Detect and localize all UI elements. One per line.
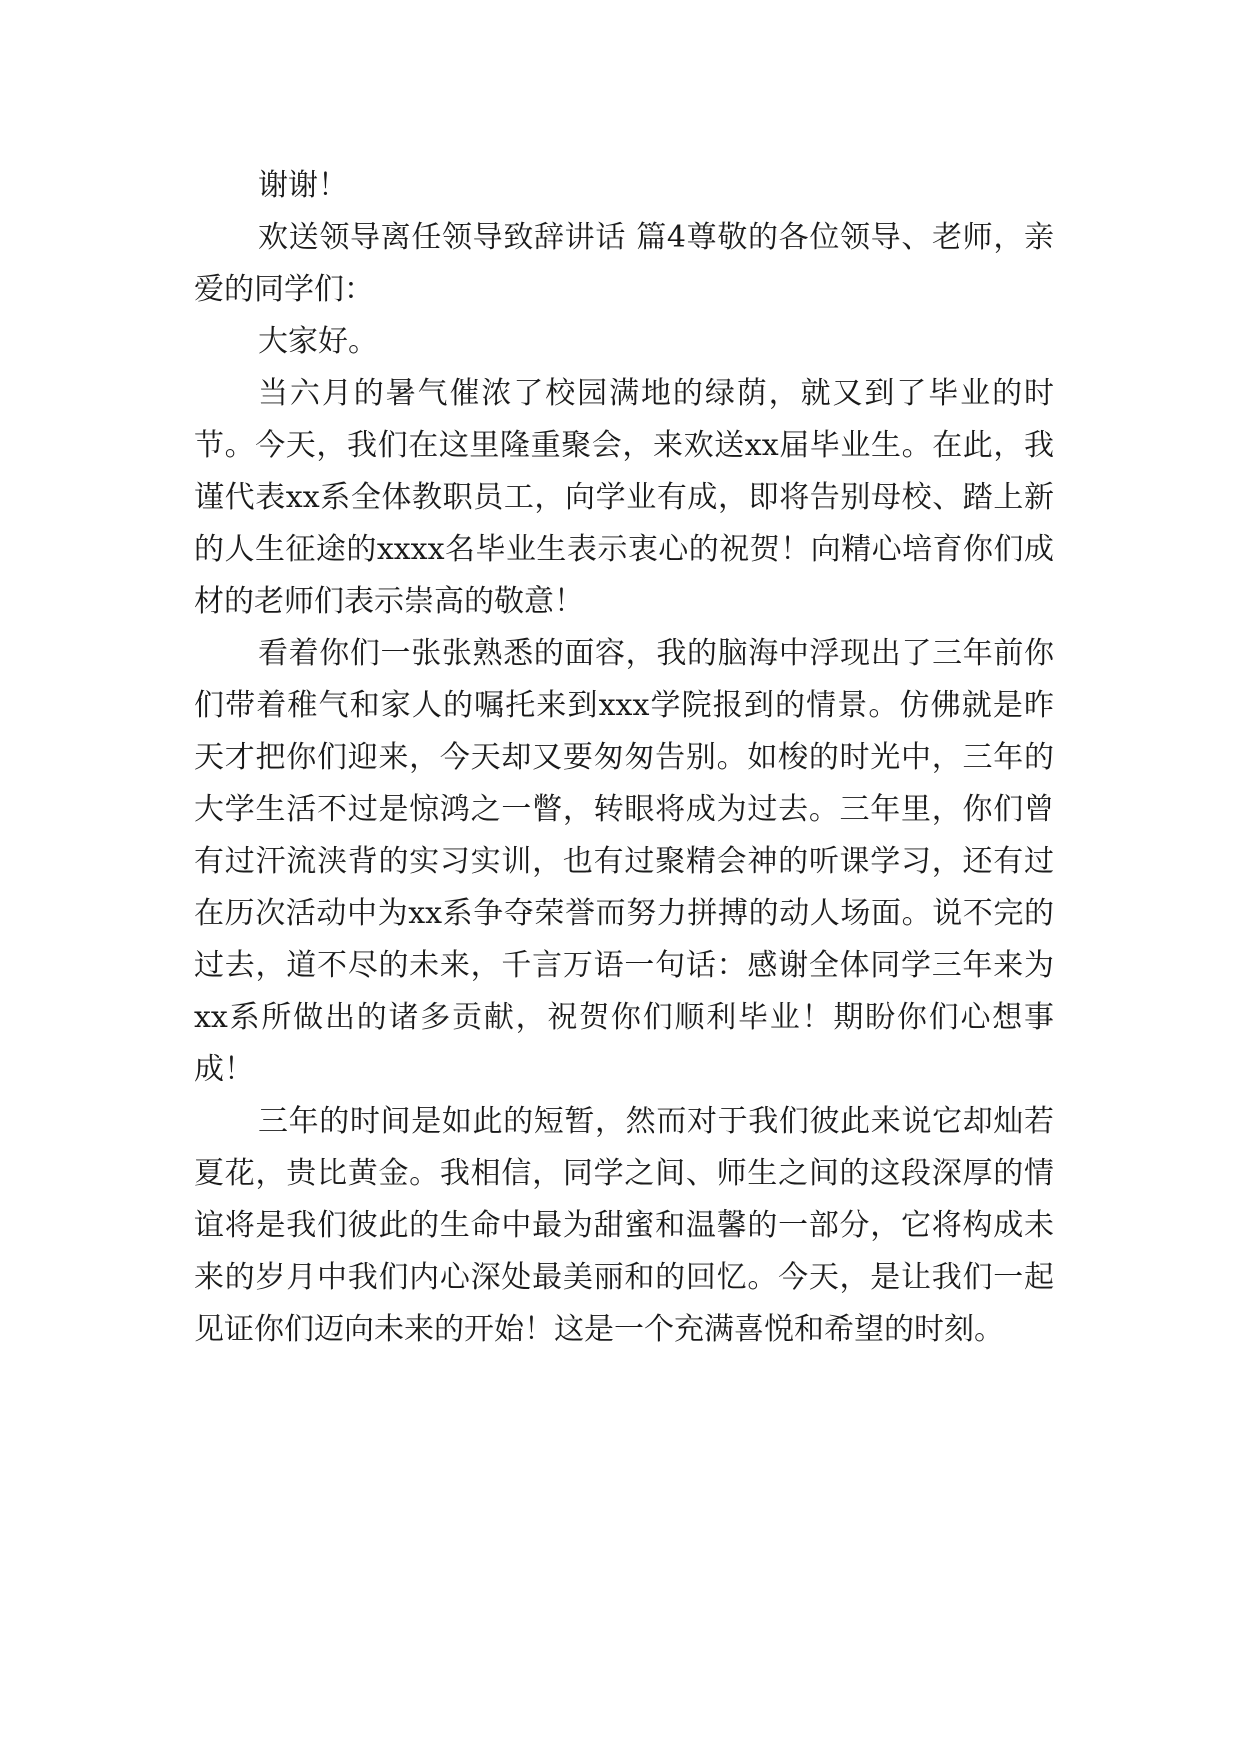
document-body [194,160,1054,1356]
paragraph-hello: 大家好。 [258,324,378,359]
paragraph-thanks: 谢谢！ [258,168,348,203]
paragraph-friendship: 三年的时间是如此的短暂，然而对于我们彼此来说它却灿若夏花，贵比黄金。我相信，同学之间、师生之间的这段深厚的情谊将是我们彼此的生命中最为甜蜜和温馨的一部分，它将构成未来的岁月中我们内心深处最美丽和的回忆。今天，是让我们一起见证你们迈向未来的开始！这是一个充满喜悦和希望的时刻。 [194,1104,1054,1347]
paragraph-graduation: 当六月的暑气催浓了校园满地的绿荫，就又到了毕业的时节。今天，我们在这里隆重聚会，来欢送xx届毕业生。在此，我谨代表xx系全体教职员工，向学业有成，即将告别母校、踏上新的人生征途的xxxx名毕业生表示衷心的祝贺！向精心培育你们成材的老师们表示崇高的敬意！ [194,376,1054,619]
paragraph-heading-greeting: 欢送领导离任领导致辞讲话 篇4尊敬的各位领导、老师，亲爱的同学们： [194,220,1054,307]
paragraph-memories: 看着你们一张张熟悉的面容，我的脑海中浮现出了三年前你们带着稚气和家人的嘱托来到xxx学院报到的情景。仿佛就是昨天才把你们迎来，今天却又要匆匆告别。如梭的时光中，三年的大学生活不过是惊鸿之一瞥，转眼将成为过去。三年里，你们曾有过汗流浃背的实习实训，也有过聚精会神的听课学习，还有过在历次活动中为xx系争夺荣誉而努力拼搏的动人场面。说不完的过去，道不尽的未来，千言万语一句话：感谢全体同学三年来为xx系所做出的诸多贡献，祝贺你们顺利毕业！期盼你们心想事成！ [194,636,1054,1087]
